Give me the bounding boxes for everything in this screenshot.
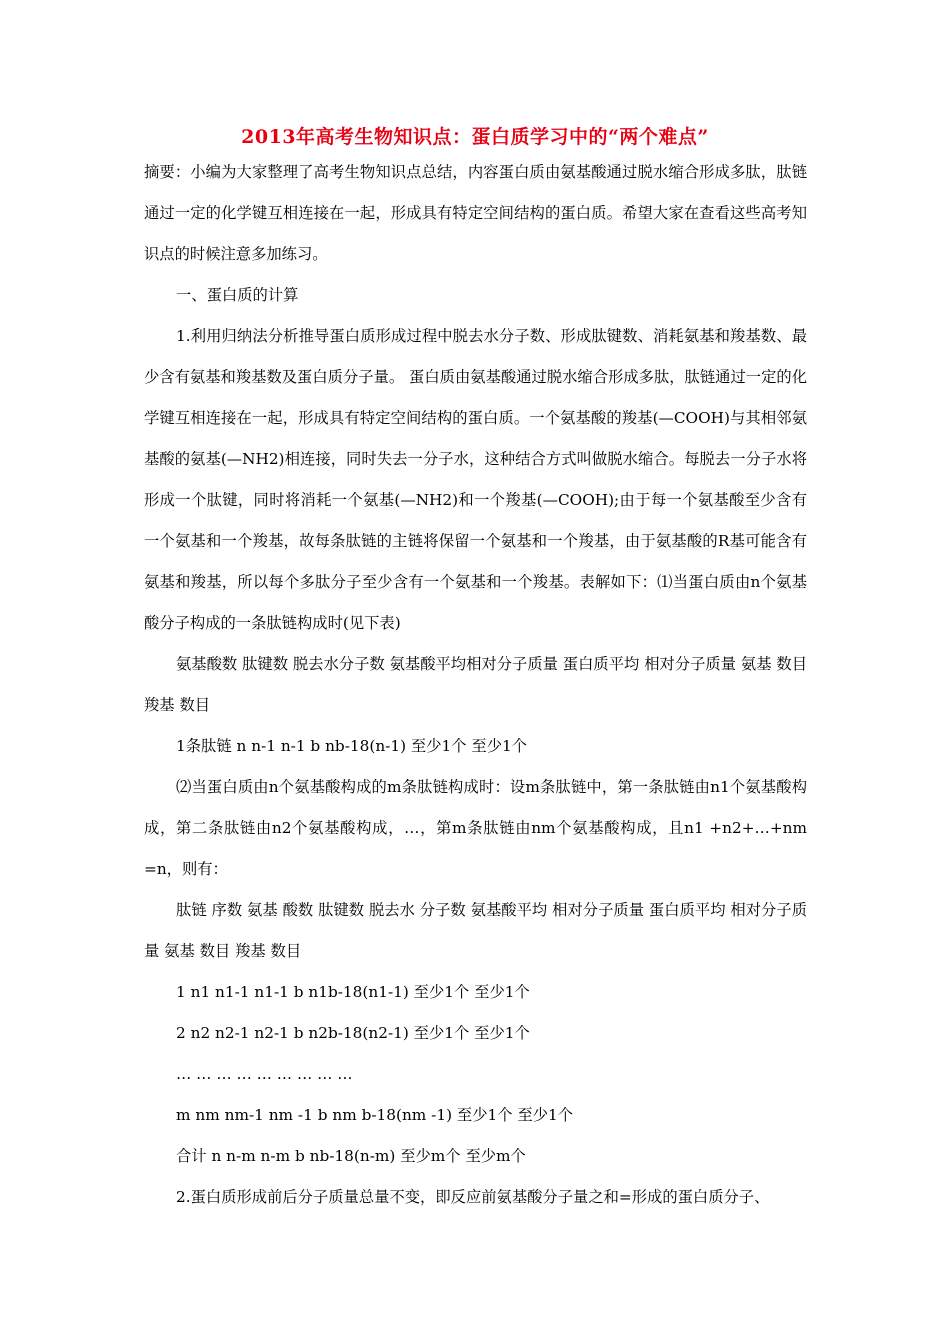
document-body xyxy=(144,152,807,1218)
table-row-line: 1条肽链 n n-1 n-1 b nb-18(n-1) 至少1个 至少1个 xyxy=(176,737,528,755)
table-header-line: 肽链 序数 氨基 酸数 肽键数 脱去水 分子数 氨基酸平均 相对分子质量 蛋白质平均 相对分子质量 氨基 数目 羧基 数目 xyxy=(144,901,807,960)
table-row-line: … … … … … … … … … xyxy=(176,1065,353,1083)
body-paragraph: 2.蛋白质形成前后分子质量总量不变，即反应前氨基酸分子量之和=形成的蛋白质分子、 xyxy=(176,1188,770,1206)
table-header-line: 氨基酸数 肽键数 脱去水分子数 氨基酸平均相对分子质量 蛋白质平均 相对分子质量 氨基 数目 羧基 数目 xyxy=(144,655,807,714)
table-row-line: 合计 n n-m n-m b nb-18(n-m) 至少m个 至少m个 xyxy=(176,1147,526,1165)
table-row-line: 1 n1 n1-1 n1-1 b n1b-18(n1-1) 至少1个 至少1个 xyxy=(176,983,530,1001)
body-paragraph: 1.利用归纳法分析推导蛋白质形成过程中脱去水分子数、形成肽键数、消耗氨基和羧基数、最少含有氨基和羧基数及蛋白质分子量。 蛋白质由氨基酸通过脱水缩合形成多肽，肽链通过一定的化学键互相连接在一起，形成具有特定空间结构的蛋白质。一个氨基酸的羧基(—COOH)与其相邻氨基酸的氨基(—NH2)相连接，同时失去一分子水，这种结合方式叫做脱水缩合。每脱去一分子水将形成一个肽键，同时将消耗一个氨基(—NH2)和一个羧基(—COOH);由于每一个氨基酸至少含有一个氨基和一个羧基，故每条肽链的主链将保留一个氨基和一个羧基，由于氨基酸的R基可能含有氨基和羧基，所以每个多肽分子至少含有一个氨基和一个羧基。表解如下：⑴当蛋白质由n个氨基酸分子构成的一条肽链构成时(见下表) xyxy=(144,327,807,632)
section-heading: 一、蛋白质的计算 xyxy=(176,286,299,304)
table-row-line: 2 n2 n2-1 n2-1 b n2b-18(n2-1) 至少1个 至少1个 xyxy=(176,1024,530,1042)
table-row-line: m nm nm-1 nm -1 b nm b-18(nm -1) 至少1个 至少1个 xyxy=(176,1106,574,1124)
abstract-paragraph: 摘要：小编为大家整理了高考生物知识点总结，内容蛋白质由氨基酸通过脱水缩合形成多肽，肽链通过一定的化学键互相连接在一起，形成具有特定空间结构的蛋白质。希望大家在查看这些高考知识点的时候注意多加练习。 xyxy=(144,163,807,263)
document-title: 2013年高考生物知识点：蛋白质学习中的“两个难点” xyxy=(241,126,709,148)
body-paragraph: ⑵当蛋白质由n个氨基酸构成的m条肽链构成时：设m条肽链中，第一条肽链由n1个氨基酸构成，第二条肽链由n2个氨基酸构成，…，第m条肽链由nm个氨基酸构成，且n1 +n2+…+nm =n，则有： xyxy=(144,778,807,878)
